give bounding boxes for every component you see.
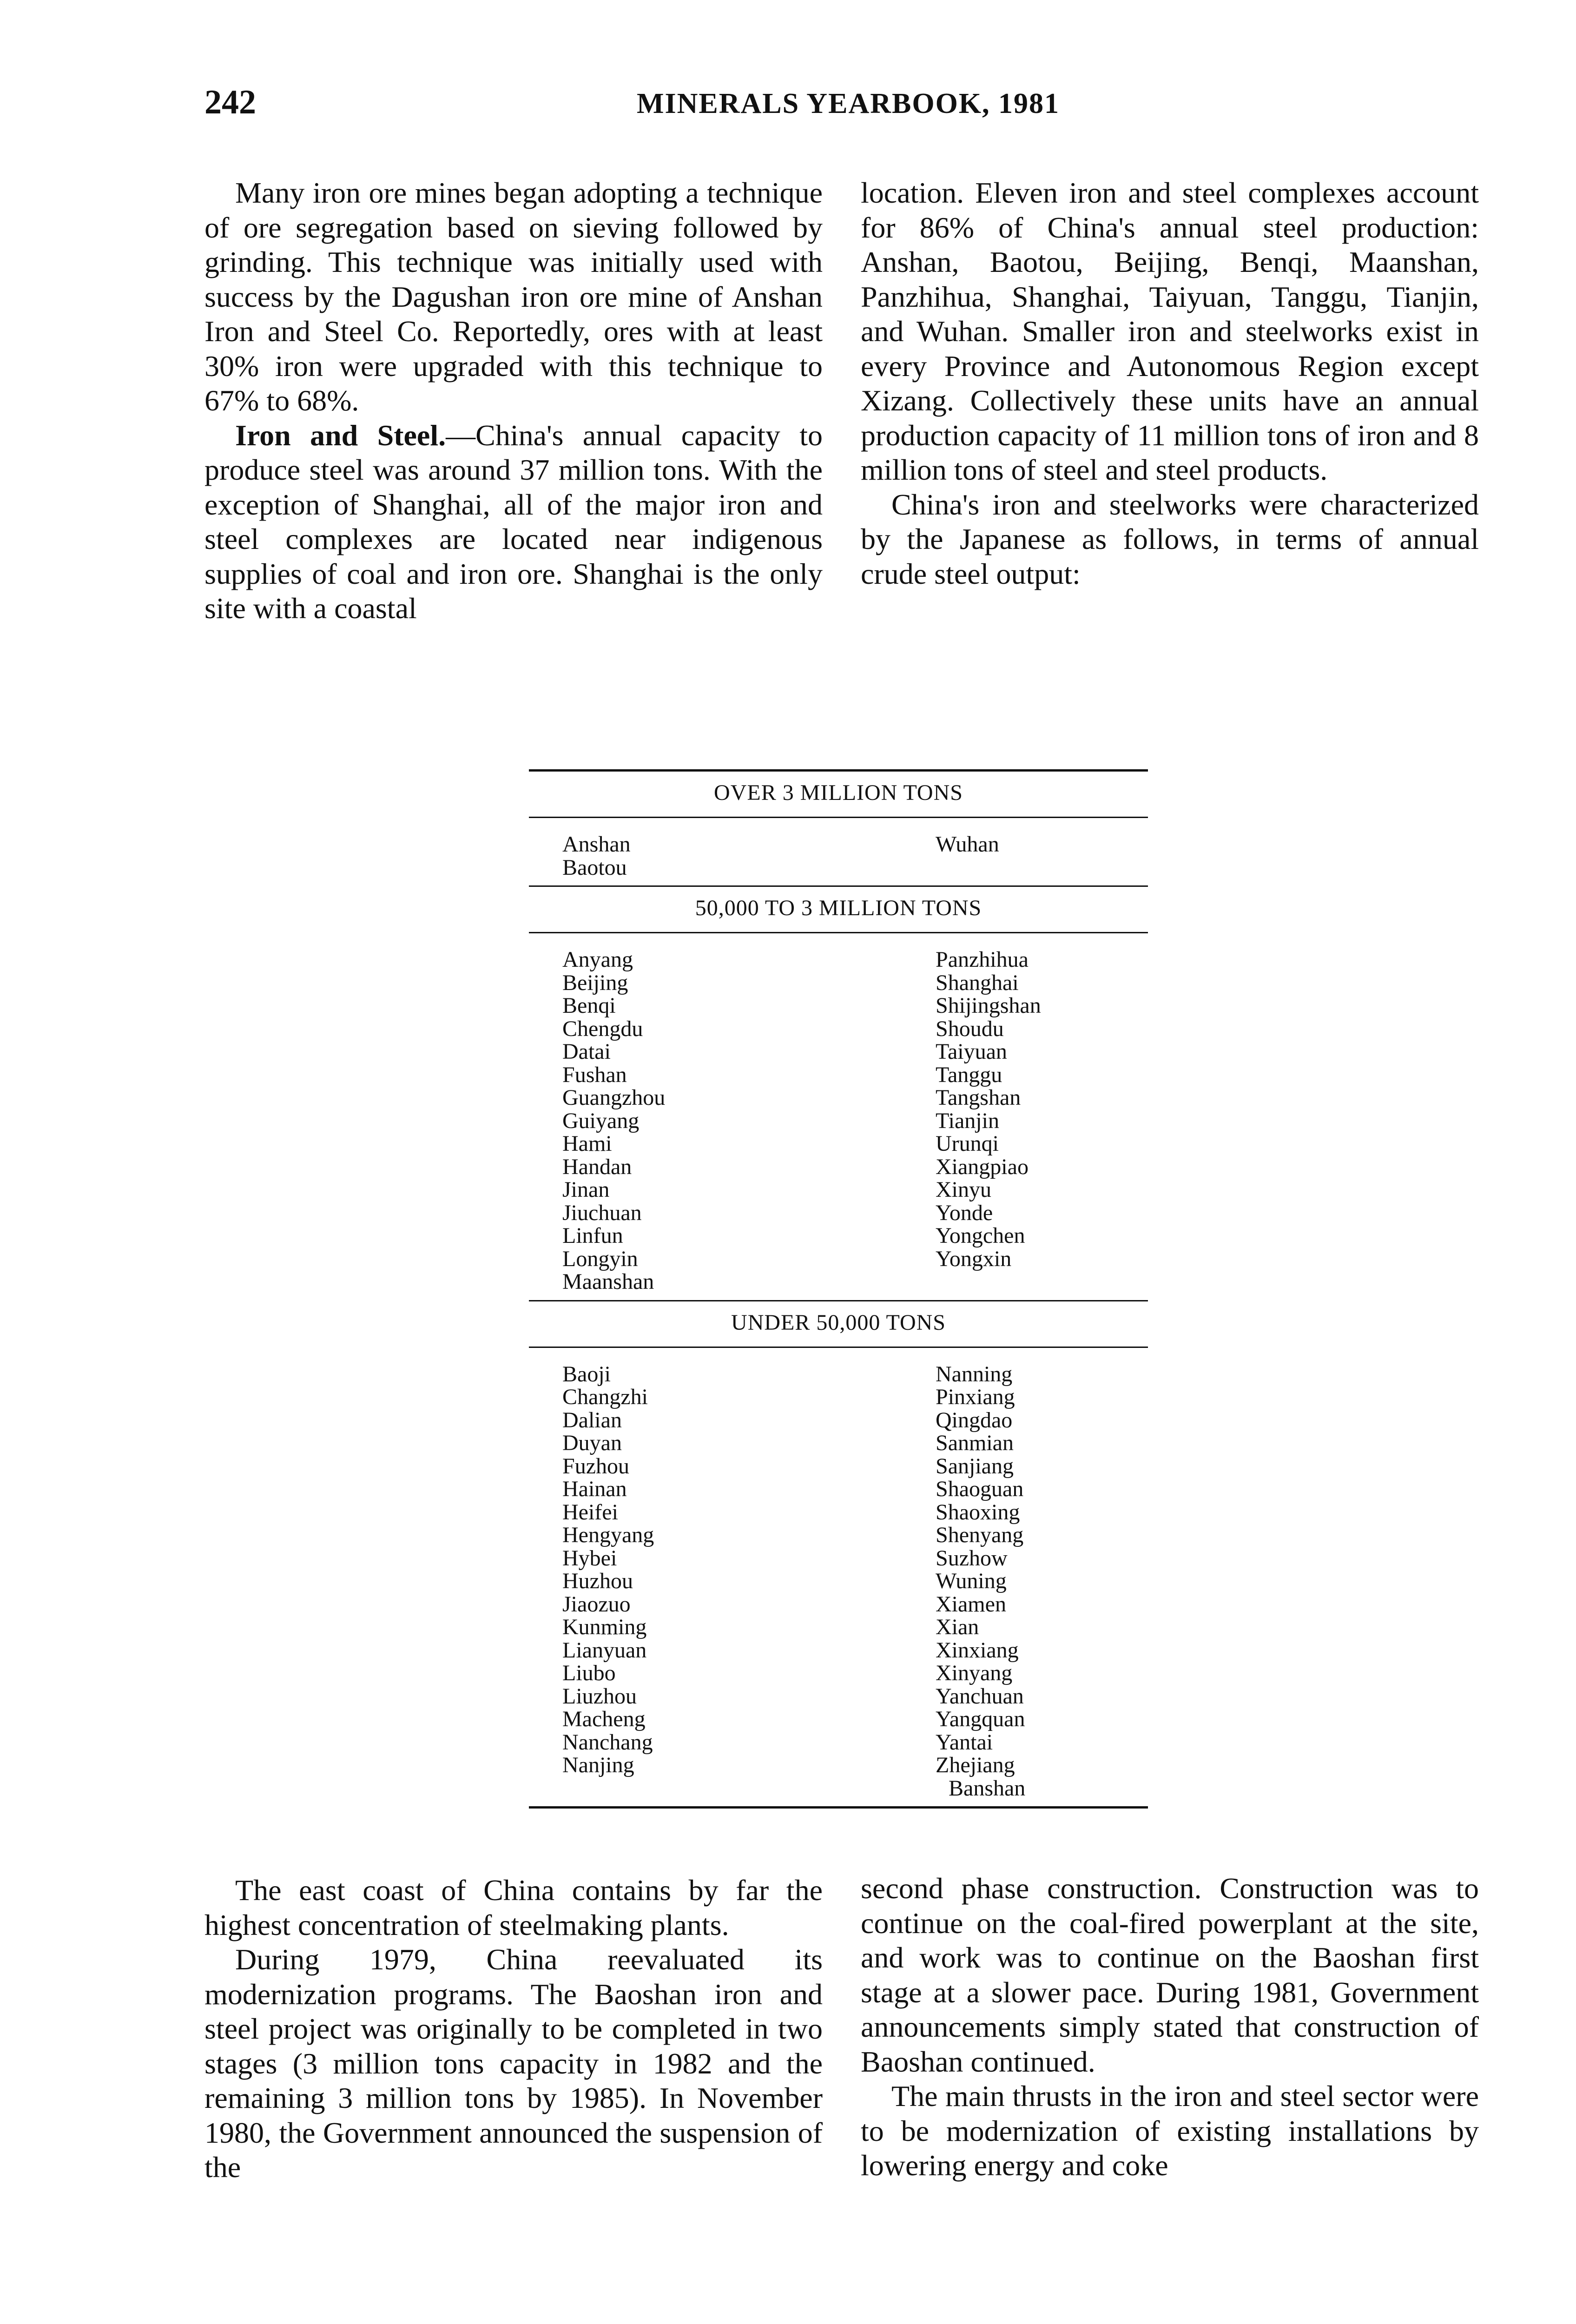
table-section-title: 50,000 TO 3 MILLION TONS: [695, 896, 982, 920]
table-cell-location: Sanjiang: [936, 1453, 1014, 1479]
table-cell-location: Dalian: [562, 1407, 622, 1433]
table-cell-location: Macheng: [562, 1707, 646, 1731]
table-cell-location: Xinyang: [936, 1661, 1013, 1685]
paragraph: During 1979, China reevaluated its modernization programs. The Baoshan iron and steel project was originally to be completed in two stages (3 million tons capacity in 1982 and the remaining 3 million tons by 1985). In November 1980, the Government announced the suspension of the: [204, 1943, 823, 2184]
table-cell-location: Fuzhou: [562, 1453, 629, 1479]
page-header: [204, 83, 1492, 134]
table-cell-location: Shaoxing: [936, 1499, 1020, 1525]
table-cell-location: Shenyang: [936, 1523, 1024, 1547]
table-cell-location: Taiyuan: [936, 1039, 1007, 1064]
table-cell-location: Shijingshan: [936, 993, 1041, 1018]
table-cell-location: Guiyang: [562, 1108, 640, 1133]
table-cell-location: Benqi: [562, 993, 616, 1018]
section-runin-heading: Iron and Steel.: [235, 418, 446, 452]
table-cell-location: Beijing: [562, 970, 628, 995]
paragraph: China's iron and steelworks were characterized by the Japanese as follows, in terms of annual crude steel output:: [861, 488, 1479, 590]
table-cell-location: Xian: [936, 1615, 979, 1639]
table-cell-location: Zhejiang: [936, 1753, 1015, 1777]
table-rule: [529, 1806, 1148, 1809]
table-cell-location: Jiaozuo: [562, 1591, 631, 1617]
table-cell-location: Xiangpiao: [936, 1154, 1029, 1179]
table-section-title: OVER 3 MILLION TONS: [714, 780, 963, 805]
table-cell-location: Suzhow: [936, 1545, 1008, 1571]
table-cell-location: Wuning: [936, 1569, 1007, 1593]
table-cell-location: Tianjin: [936, 1108, 999, 1133]
table-cell-location: Yonde: [936, 1200, 993, 1225]
table-cell-location: Shanghai: [936, 970, 1019, 995]
table-left-column: [529, 948, 936, 1294]
table-cell-location: Hainan: [562, 1477, 627, 1501]
steelworks-table: [529, 769, 1148, 1809]
table-cell-location: Hami: [562, 1131, 612, 1156]
table-cell-location: Anshan: [562, 832, 631, 857]
table-cell-location: Lianyuan: [562, 1637, 647, 1663]
table-cell-location: Banshan: [949, 1776, 1026, 1801]
table-cell-location: Liuzhou: [562, 1684, 637, 1709]
paragraph: The east coast of China contains by far the highest concentration of steelmaking plants.: [204, 1874, 823, 1941]
table-cell-location: Shaoguan: [936, 1477, 1024, 1501]
table-cell-location: Kunming: [562, 1615, 647, 1639]
table-cell-location: Jiuchuan: [562, 1200, 642, 1225]
table-cell-location: Panzhihua: [936, 947, 1029, 972]
table-section-body: [529, 933, 1148, 1300]
text-column-bottom-left: [204, 1873, 823, 2185]
table-cell-location: Duyan: [562, 1431, 622, 1455]
table-cell-location: Datai: [562, 1039, 611, 1064]
paragraph: second phase construction. Construction was to continue on the coal-fired powerplant at the site, and work was to continue on the Baoshan first stage at a slower pace. During 1981, Government announcements simply stated that construction of Baoshan continued.: [861, 1872, 1479, 2078]
table-cell-location: Longyin: [562, 1246, 638, 1271]
table-cell-location: Chengdu: [562, 1016, 643, 1041]
table-cell-location: Hybei: [562, 1545, 617, 1571]
paragraph: Many iron ore mines began adopting a technique of ore segregation based on sieving followed by grinding. This technique was initially used with success by the Dagushan iron ore mine of Anshan Iron and Steel Co. Reportedly, ores with at least 30% iron were upgraded with this technique to 67% to 68%.: [204, 176, 823, 417]
table-cell-location: Nanning: [936, 1361, 1013, 1386]
table-section-title: UNDER 50,000 TONS: [731, 1310, 946, 1335]
paragraph: The main thrusts in the iron and steel sector were to be modernization of existing installations by lowering energy and coke: [861, 2080, 1479, 2182]
table-cell-location: Tangshan: [936, 1085, 1021, 1110]
table-cell-location: Changzhi: [562, 1385, 648, 1409]
table-cell-location: Guangzhou: [562, 1085, 666, 1110]
table-cell-location: Pinxiang: [936, 1385, 1015, 1409]
table-cell-location: Fushan: [562, 1062, 627, 1087]
table-section-body: [529, 818, 1148, 885]
text-column-bottom-right: [861, 1871, 1479, 2183]
table-section-body: [529, 1348, 1148, 1807]
table-cell-location: Sanmian: [936, 1431, 1014, 1455]
table-cell-location: Tanggu: [936, 1062, 1002, 1087]
table-cell-location: Baotou: [562, 855, 627, 880]
table-cell-location: Yongchen: [936, 1223, 1025, 1248]
table-cell-location: Yantai: [936, 1730, 993, 1755]
table-cell-location: Xinyu: [936, 1177, 991, 1202]
table-cell-location: Baoji: [562, 1361, 611, 1386]
table-cell-location: Xiamen: [936, 1591, 1006, 1617]
table-left-column: [529, 1363, 936, 1800]
table-cell-location: Linfun: [562, 1223, 623, 1248]
table-cell-location: Heifei: [562, 1499, 618, 1525]
table-cell-location: Yanchuan: [936, 1684, 1024, 1709]
table-right-column: [936, 948, 1148, 1294]
table-cell-location: Maanshan: [562, 1269, 654, 1294]
running-title: MINERALS YEARBOOK, 1981: [636, 88, 1060, 119]
paragraph-text: —China's annual capacity to produce steel was around 37 million tons. With the exception of Shanghai, all of the major iron and steel complexes are located near indigenous supplies of coal and iron ore. Shanghai is the only site with a coastal: [204, 418, 823, 625]
table-cell-location: Nanchang: [562, 1730, 653, 1755]
paragraph: location. Eleven iron and steel complexes account for 86% of China's annual steel production: Anshan, Baotou, Beijing, Benqi, Maanshan, Panzhihua, Shanghai, Taiyuan, Tanggu, Tianjin, and Wuhan. Smaller iron and steelworks exist in every Province and Autonomous Region except Xizang. Collectively these units have an annual production capacity of 11 million tons of iron and 8 million tons of steel and steel products.: [861, 176, 1479, 486]
table-cell-location: Jinan: [562, 1177, 610, 1202]
table-cell-location: Wuhan: [936, 832, 999, 857]
table-cell-location: Xinxiang: [936, 1637, 1019, 1663]
table-cell-location: Liubo: [562, 1661, 616, 1685]
table-left-column: [529, 833, 936, 879]
table-cell-location: Handan: [562, 1154, 632, 1179]
text-column-top-right: [861, 176, 1479, 591]
table-cell-location: Shoudu: [936, 1016, 1004, 1041]
page-number: 242: [204, 83, 256, 121]
table-cell-location: Urunqi: [936, 1131, 999, 1156]
table-cell-location: Yongxin: [936, 1246, 1012, 1271]
table-cell-location: Anyang: [562, 947, 633, 972]
table-right-column: [936, 1363, 1148, 1800]
table-cell-location: Hengyang: [562, 1523, 654, 1547]
table-cell-location: Qingdao: [936, 1407, 1013, 1433]
table-cell-location: Huzhou: [562, 1569, 633, 1593]
table-cell-location: Nanjing: [562, 1753, 634, 1777]
table-right-column: [936, 833, 1148, 879]
table-cell-location: Yangquan: [936, 1707, 1025, 1731]
paragraph-iron-steel: [204, 418, 823, 626]
text-column-top-left: [204, 176, 823, 626]
